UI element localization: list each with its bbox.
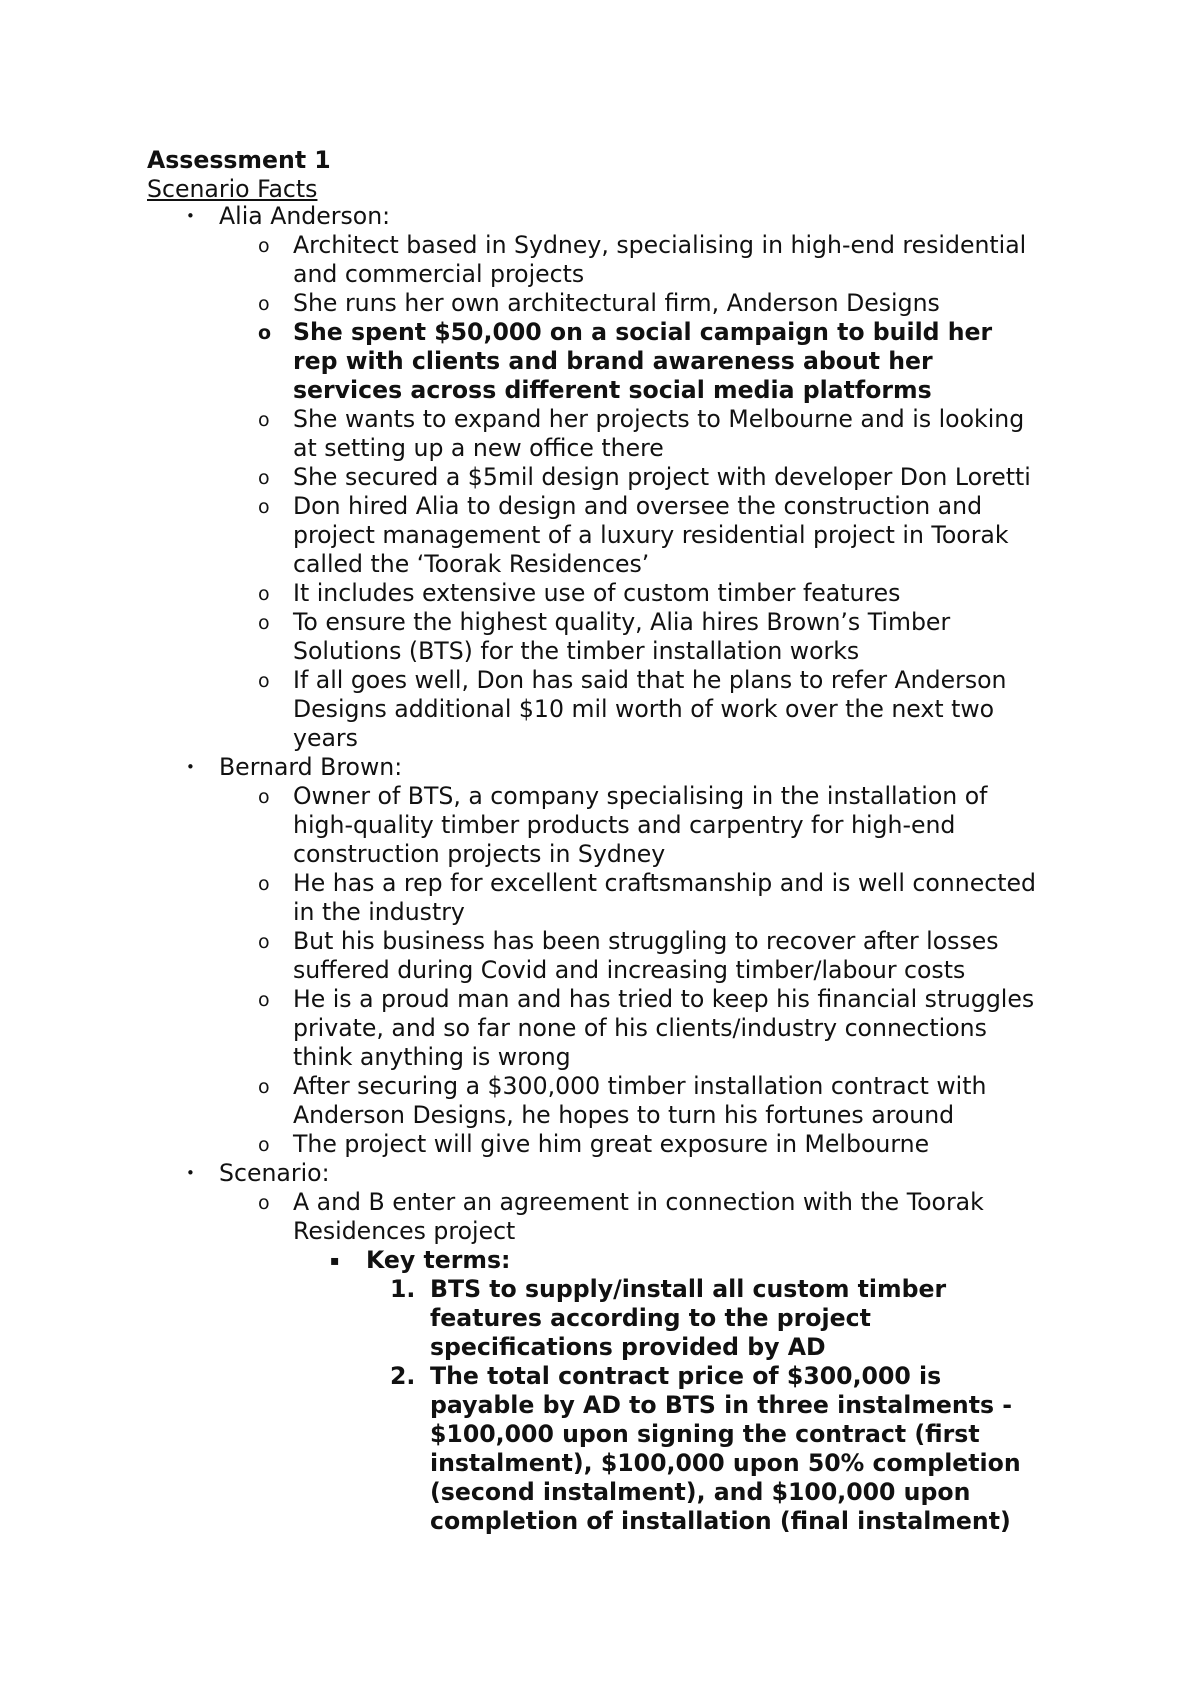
sub-bullet-icon: o	[258, 1192, 270, 1214]
section-heading-bernard: • Bernard Brown:	[186, 753, 403, 781]
list-item: o She spent $50,000 on a social campaign to build her rep with clients and brand awareness about her services across different social media platforms	[258, 318, 993, 404]
sub-bullet-icon: o	[258, 322, 272, 344]
list-item: o The project will give him great exposure in Melbourne	[258, 1130, 930, 1158]
list-item: o A and B enter an agreement in connection with the Toorak Residences project	[258, 1188, 984, 1245]
sub-bullet-icon: o	[258, 931, 270, 953]
list-item: o She wants to expand her projects to Melbourne and is looking at setting up a new office there	[258, 405, 1025, 462]
bullet-icon: •	[186, 758, 195, 776]
sub-bullet-icon: o	[258, 1134, 270, 1156]
bullet-icon: •	[186, 1164, 195, 1182]
sub-bullet-icon: o	[258, 409, 270, 431]
key-term-item: 1. BTS to supply/install all custom timber features according to the project specifications provided by AD	[390, 1275, 947, 1361]
list-item: o Owner of BTS, a company specialising in the installation of high-quality timber products and carpentry for high-end construction projects in Sydney	[258, 782, 988, 868]
list-item: o Don hired Alia to design and oversee the construction and project management of a luxury residential project in Toorak called the ‘Toorak Residences’	[258, 492, 1009, 578]
list-item: o He has a rep for excellent craftsmanship and is well connected in the industry	[258, 869, 1036, 926]
square-bullet-icon: ▪	[330, 1253, 340, 1269]
list-item: o After securing a $300,000 timber installation contract with Anderson Designs, he hopes to turn his fortunes around	[258, 1072, 987, 1129]
list-item: o To ensure the highest quality, Alia hires Brown’s Timber Solutions (BTS) for the timber installation works	[258, 608, 951, 665]
sub-bullet-icon: o	[258, 786, 270, 808]
sub-bullet-icon: o	[258, 612, 270, 634]
section-heading-scenario: • Scenario:	[186, 1159, 330, 1187]
sub-bullet-icon: o	[258, 235, 270, 257]
list-item: o She secured a $5mil design project with developer Don Loretti	[258, 463, 1031, 491]
sub-bullet-icon: o	[258, 989, 270, 1011]
list-item: o But his business has been struggling to recover after losses suffered during Covid and increasing timber/labour costs	[258, 927, 999, 984]
sub-bullet-icon: o	[258, 467, 270, 489]
key-terms-label: ▪ Key terms:	[330, 1246, 511, 1274]
key-term-number: 1.	[390, 1275, 416, 1303]
sub-bullet-icon: o	[258, 496, 270, 518]
key-term-item: 2. The total contract price of $300,000 is payable by AD to BTS in three instalments - $100,000 upon signing the contract (first instalment), $100,000 upon 50% completion (second instalment), and $100,000 upon completion of installation (final instalment)	[390, 1362, 1021, 1535]
sub-bullet-icon: o	[258, 583, 270, 605]
key-term-number: 2.	[390, 1362, 416, 1390]
sub-bullet-icon: o	[258, 670, 270, 692]
bullet-icon: •	[186, 207, 195, 225]
document-subtitle: Scenario Facts	[147, 175, 318, 203]
sub-bullet-icon: o	[258, 1076, 270, 1098]
list-item: o She runs her own architectural firm, Anderson Designs	[258, 289, 940, 317]
list-item: o It includes extensive use of custom timber features	[258, 579, 901, 607]
sub-bullet-icon: o	[258, 293, 270, 315]
sub-bullet-icon: o	[258, 873, 270, 895]
list-item: o He is a proud man and has tried to keep his financial struggles private, and so far none of his clients/industry connections think anything is wrong	[258, 985, 1035, 1071]
list-item: o Architect based in Sydney, specialising in high-end residential and commercial projects	[258, 231, 1027, 288]
section-heading-alia: • Alia Anderson:	[186, 202, 391, 230]
list-item: o If all goes well, Don has said that he plans to refer Anderson Designs additional $10 mil worth of work over the next two years	[258, 666, 1007, 752]
document-title: Assessment 1	[147, 146, 331, 174]
